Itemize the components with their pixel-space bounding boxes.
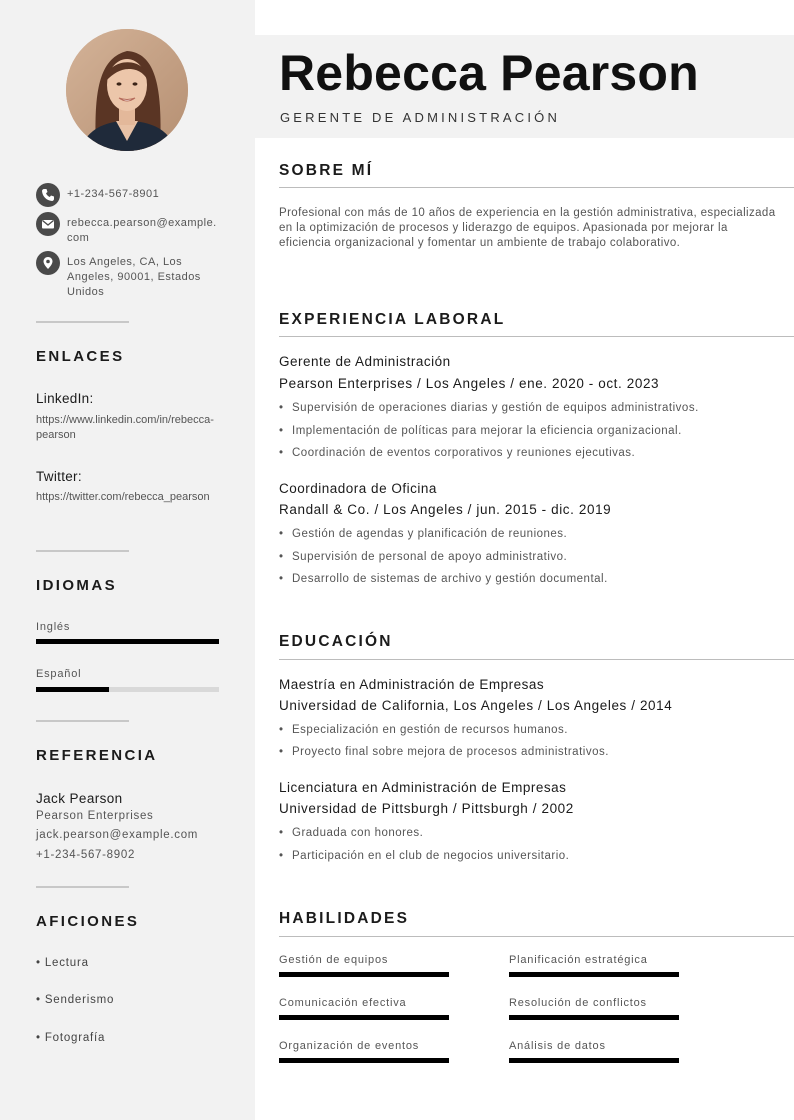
contact-email-text[interactable]: rebecca.pearson@example.com	[67, 217, 217, 244]
bullet-text: Graduada con honores.	[292, 827, 424, 839]
skill-bar	[509, 1015, 679, 1020]
main-content	[255, 0, 794, 1120]
linkedin-label: LinkedIn:	[36, 391, 94, 406]
bullet-dot: •	[279, 447, 284, 459]
reference-name: Jack Pearson	[36, 791, 123, 806]
bullet-text: Supervisión de operaciones diarias y gestión de equipos administrativos.	[292, 402, 699, 414]
bullet-dot: •	[36, 1032, 41, 1044]
contact-phone-text[interactable]: +1-234-567-8901	[67, 188, 160, 200]
section-divider	[279, 336, 794, 337]
bullet-text: Participación en el club de negocios universitario.	[292, 850, 570, 862]
skill-label: Comunicación efectiva	[279, 997, 407, 1009]
job-bullet	[279, 425, 682, 437]
bullet-dot: •	[279, 528, 284, 540]
hobby-item	[36, 994, 114, 1006]
language-name: Inglés	[36, 621, 71, 633]
skill-label: Planificación estratégica	[509, 954, 648, 966]
phone-icon	[36, 183, 60, 207]
language-level-bar	[36, 687, 219, 692]
divider	[36, 720, 129, 722]
hobby-item	[36, 1032, 105, 1044]
divider	[36, 321, 129, 323]
bullet-text: Implementación de políticas para mejorar la eficiencia organizacional.	[292, 425, 682, 437]
education-title: Maestría en Administración de Empresas	[279, 677, 545, 692]
section-divider	[279, 936, 794, 937]
bullet-text: Supervisión de personal de apoyo administrativo.	[292, 551, 568, 563]
hobby-label: Fotografía	[44, 1032, 106, 1044]
reference-email[interactable]: jack.pearson@example.com	[36, 829, 199, 841]
education-subtitle: Universidad de Pittsburgh / Pittsburgh / 2002	[279, 801, 574, 816]
bullet-text: Coordinación de eventos corporativos y reuniones ejecutivas.	[292, 447, 636, 459]
education-bullet	[279, 827, 423, 839]
contact-phone	[36, 183, 226, 207]
skill-bar	[509, 1058, 679, 1063]
bullet-text: Especialización en gestión de recursos humanos.	[292, 724, 569, 736]
education-title: Licenciatura en Administración de Empresas	[279, 780, 567, 795]
skill-label: Organización de eventos	[279, 1040, 420, 1052]
email-icon	[36, 212, 60, 236]
page-title: Rebecca Pearson	[279, 45, 699, 101]
education-subtitle: Universidad de California, Los Angeles / Los Angeles / 2014	[279, 698, 673, 713]
language-level-bar	[36, 639, 219, 644]
skill-bar	[509, 972, 679, 977]
twitter-label: Twitter:	[36, 469, 82, 484]
job-bullet	[279, 447, 635, 459]
job-title: GERENTE DE ADMINISTRACIÓN	[280, 110, 561, 125]
language-name: Español	[36, 668, 82, 680]
job-bullet	[279, 551, 567, 563]
skill-bar	[279, 972, 449, 977]
divider	[36, 886, 129, 888]
skills-heading: HABILIDADES	[279, 910, 410, 927]
bullet-dot: •	[279, 573, 284, 585]
about-heading: SOBRE MÍ	[279, 162, 374, 179]
avatar	[66, 29, 188, 151]
experience-heading: EXPERIENCIA LABORAL	[279, 311, 506, 328]
contact-address-text: Los Angeles, CA, Los Angeles, 90001, Estados Unidos	[67, 256, 201, 298]
bullet-dot: •	[279, 850, 284, 862]
education-bullet	[279, 724, 568, 736]
bullet-dot: •	[279, 827, 284, 839]
education-heading: EDUCACIÓN	[279, 633, 393, 650]
skill-label: Resolución de conflictos	[509, 997, 647, 1009]
contact-email	[36, 212, 226, 244]
education-bullet	[279, 746, 609, 758]
bullet-dot: •	[279, 402, 284, 414]
links-heading: ENLACES	[36, 348, 125, 365]
job-subtitle: Pearson Enterprises / Los Angeles / ene. 2020 - oct. 2023	[279, 376, 660, 391]
job-title-entry: Coordinadora de Oficina	[279, 481, 437, 496]
education-bullet	[279, 850, 569, 862]
reference-company: Pearson Enterprises	[36, 810, 154, 822]
bullet-dot: •	[36, 957, 41, 969]
bullet-dot: •	[279, 724, 284, 736]
about-text: Profesional con más de 10 años de experiencia en la gestión administrativa, especializada en la optimización de procesos y liderazgo de equipos. Apasionada por mejorar la eficiencia organizacional y fomentar un ambiente de trabajo colaborativo.	[279, 207, 776, 249]
language-level-fill	[36, 639, 219, 644]
job-bullet	[279, 528, 567, 540]
reference-phone[interactable]: +1-234-567-8902	[36, 849, 136, 861]
hobby-label: Senderismo	[44, 994, 115, 1006]
section-divider	[279, 659, 794, 660]
hobby-item	[36, 957, 89, 969]
job-subtitle: Randall & Co. / Los Angeles / jun. 2015 - dic. 2019	[279, 502, 612, 517]
skill-label: Gestión de equipos	[279, 954, 389, 966]
bullet-dot: •	[36, 994, 41, 1006]
divider	[36, 550, 129, 552]
skill-bar	[279, 1058, 449, 1063]
sidebar	[0, 0, 255, 1120]
location-icon	[36, 251, 60, 275]
bullet-text: Gestión de agendas y planificación de reuniones.	[292, 528, 568, 540]
bullet-dot: •	[279, 551, 284, 563]
skill-label: Análisis de datos	[509, 1040, 606, 1052]
job-title-entry: Gerente de Administración	[279, 354, 451, 369]
bullet-text: Desarrollo de sistemas de archivo y gestión documental.	[292, 573, 608, 585]
bullet-dot: •	[279, 425, 284, 437]
bullet-dot: •	[279, 746, 284, 758]
job-bullet	[279, 402, 699, 414]
hobbies-heading: AFICIONES	[36, 913, 140, 930]
job-bullet	[279, 573, 608, 585]
reference-heading: REFERENCIA	[36, 747, 158, 764]
hobby-label: Lectura	[44, 957, 89, 969]
contact-address	[36, 251, 226, 299]
section-divider	[279, 187, 794, 188]
languages-heading: IDIOMAS	[36, 577, 117, 594]
skill-bar	[279, 1015, 449, 1020]
twitter-url[interactable]: https://twitter.com/rebecca_pearson	[36, 491, 210, 503]
language-level-fill	[36, 687, 109, 692]
bullet-text: Proyecto final sobre mejora de procesos administrativos.	[292, 746, 609, 758]
linkedin-url[interactable]: https://www.linkedin.com/in/rebecca-pearson	[36, 414, 214, 441]
